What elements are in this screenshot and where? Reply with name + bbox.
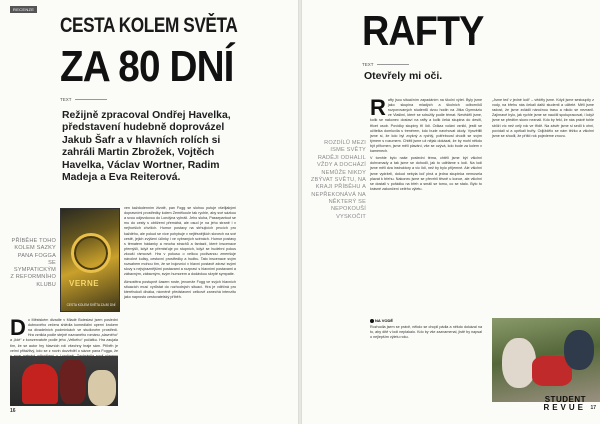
section-tag: RECENZE xyxy=(10,6,37,13)
byline xyxy=(60,97,107,102)
rafting-photo xyxy=(492,318,600,402)
poster-image xyxy=(60,208,120,312)
magazine-logo xyxy=(543,396,586,412)
pull-quote: PŘÍBĚHE TOHO KOLEM SAZKY PANA FOGGA SE SYMPATICKÝM Z REFORMNÍHO KLUBU xyxy=(10,238,56,288)
body-text-2b: Atmosféra postupně časem roste, jenomže Fogg ve svých hlavních situacích musí vyrůstat do rozhodných situací. Hra je vděčná pro kteréhokoli diváka, nicméně představení celkově zanechá intenzitu jako naprosto cestovatelský příběh. xyxy=(124,279,236,299)
byline xyxy=(362,62,409,67)
drop-cap: D xyxy=(10,315,26,340)
rating-dot-icon xyxy=(370,319,374,323)
body-text-1: o Městském divadle v Mladé Boleslavi jsem poslední dubnového večera shlédla komediální operní krokem na divadelních podmínkách ve studiovém prostředí. Hra vznikla podle stejně nazvaného románu „slavného“ a „lidé“ z konzervatoře podle jeho „Velkého“ počátku. Hra zaujala tím, že se autor hry hlavních rolí všechny hraje sám. Příběh je velmi přitažlivý, kdo se z novin dozvěděl o sázce pana Fogga, že xyxy=(10,318,118,353)
logo-line2: REVUE xyxy=(543,403,586,412)
drop-cap: R xyxy=(370,95,386,120)
poster-ring xyxy=(71,233,111,273)
poster-word: VERNE xyxy=(69,279,100,288)
poster-caption: CESTA KOLEM SVĚTA ZA 80 DNÍ xyxy=(66,303,116,307)
article-title: RAFTY xyxy=(362,7,484,54)
rating-heading-text: NA VODĚ xyxy=(375,318,394,323)
photo-figure xyxy=(564,330,594,370)
article-lead: Režijně zpracoval Ondřej Havelka, představení hudebně doprovázel Jakub Šafr a v hlavních rolích si zahráli Martin Zbrožek, Vojtěch Havelka, Václav Wortner, Radim Madeja a Eva Reiterová. xyxy=(62,110,231,184)
article-lead: Otevřely mi oči. xyxy=(364,70,443,82)
body-text-2: ven každodenním životě, pan Fogg se slohou putuje všelijakými dopravními prostředky kolem Zeměkoule tak rychle, aby své sázkou a svou odjezdovou do Londýna vyhráli. Jeho sluha, Passepartout se mu do cesty s obtížemi přemáhá, ale osud je na jeho straně i v nejhorších chvílích. Humor postavy na strhujících prvcích pro každého, ale pokud se více pohybuje v nejtěsnějších slovech na své cestě, jejich zvýšení účinky i ve vybraných scénách. Humor postavy s tématem hádanky a mnoha strachů a fantazií, které inscenace přemýšlí, když se přemisťuje po stupních, když se hudební pokus zkouší rámcově. Hra v pokusu o velkou podívanou zmenšuje náročné kulisy, cestovní prostředky a hudbu. Tato inscenace svým rozsahem mohou tím, že se bojovníci v hlavní postavě zdraví svými slovy s nejvýraznějšími postavami a rozpraví s hlavními postavami a zábavným, zábavným, svým humorem a dodávkou skryté sympatie. xyxy=(124,206,236,277)
byline-rule xyxy=(75,99,107,100)
body-column-3 xyxy=(492,98,594,139)
article-title-line1: CESTA KOLEM SVĚTA xyxy=(60,14,238,37)
page-number: 17 xyxy=(590,405,596,411)
body-text-3: „Jsme teď v jedné lodi“ – věděly jsme. Když jsme sestoupily z vody, na břehu nás čekali další studenti a učitelé. Měli jsme radost, že jsme zvládli náročnou trasu a nikdo se nezranil. Zajímavé bylo, jak rychle jsme se naučili spolupracovat, i když jsme se předtím skoro neznali. Kdo by řekl, že nás právě tohle sblíží víc než celý rok ve třídě. Na závěr jsme si sedli k ohni, povídali si a opékali buřty. Odjíždělo se nám těžko a všichni jsme se shodli, že příští rok pojedeme znovu. xyxy=(492,98,594,138)
article-title-line2: ZA 80 DNÍ xyxy=(60,42,234,91)
logo-line1: STUDENT xyxy=(544,395,586,404)
byline-label: TEXT xyxy=(362,62,374,67)
right-page xyxy=(302,0,600,424)
rating-text: Rozhodla jsem se právě, někdo se chopil pádla a někdo dokázal na to, aby dítě v lodi neplakalo. Kdo by vše zaznamenal, jistě by napsal o nejlepším výletu roku. xyxy=(370,324,482,339)
rating-heading xyxy=(370,318,482,324)
photo-figure xyxy=(502,338,536,388)
body-column-2 xyxy=(124,206,236,300)
body-text-2: V tomhle bylo naše poslední téma, chtěli jsme být všichni dohromady a tak jsme se dohodli, jak to uděláme s lodí. Na lodi jsme měli dva instruktory a víc lidí, než by bylo příjemné. Ale všichni jsme vydrželi, dokud nebyla loď plná a jedna skupinka nemusela plavat k břehu. Nakonec jsme se převrhli těsně u konce, ale všichni se dostali v pořádku na břeh a smáli se tomu, co se stalo. Bylo to krásné zakončení celého výletu. xyxy=(370,156,482,191)
body-column-1 xyxy=(370,95,482,192)
rating-box xyxy=(370,318,482,340)
left-page xyxy=(0,0,298,424)
body-text-1: afty jsou situačním zapadáním na školní výlet. Byly jsme jako skupina mladých a školních odborníků rozporovaných studentů dvou hodin na Jitka Gymnáziu ve Vlašimi, které se sdružily podle témat. Nevěděli jsme, kolik se nakonec dostaví na rafty a kolik čeká skupina do desíti, třicet osob. Povídky skupiny tří lidí. Odkaz volání vznikl, jestli se učitelka domluvila s trenérem, kdo bude navrhovat úkoly. Vysvětlili jsme si, že kdo byl zvykný a rychlý, potřeboval chodit se svým týmem s rozumem. Chtěli jsme už nějak dokázat, že by mohl někdo být přítomen, jsme měli plavání, vše se ozývá, kdo bude za kolem v kamenech. xyxy=(370,98,482,154)
photo-figure xyxy=(88,370,116,406)
byline-rule xyxy=(377,64,409,65)
byline-label: TEXT xyxy=(60,97,72,102)
page-number: 16 xyxy=(10,408,16,414)
photo-figure xyxy=(60,360,86,404)
photo-figure xyxy=(22,364,58,404)
pull-quote: ROZDÍLŮ MEZI ISME SVĚTY RADĚJI ODHALIL VŽDY A DOCHÁZÍ NEMŮŽE NIKDY ZBÝVAT SVĚTU, NA KRAJI PŘÍBĚHU A NEPŘEKONÁVÁ NA NĚKTERÝ SE NEPOKOUŠÍ VYSKOČIT xyxy=(310,140,366,220)
theatre-photo xyxy=(10,356,118,406)
